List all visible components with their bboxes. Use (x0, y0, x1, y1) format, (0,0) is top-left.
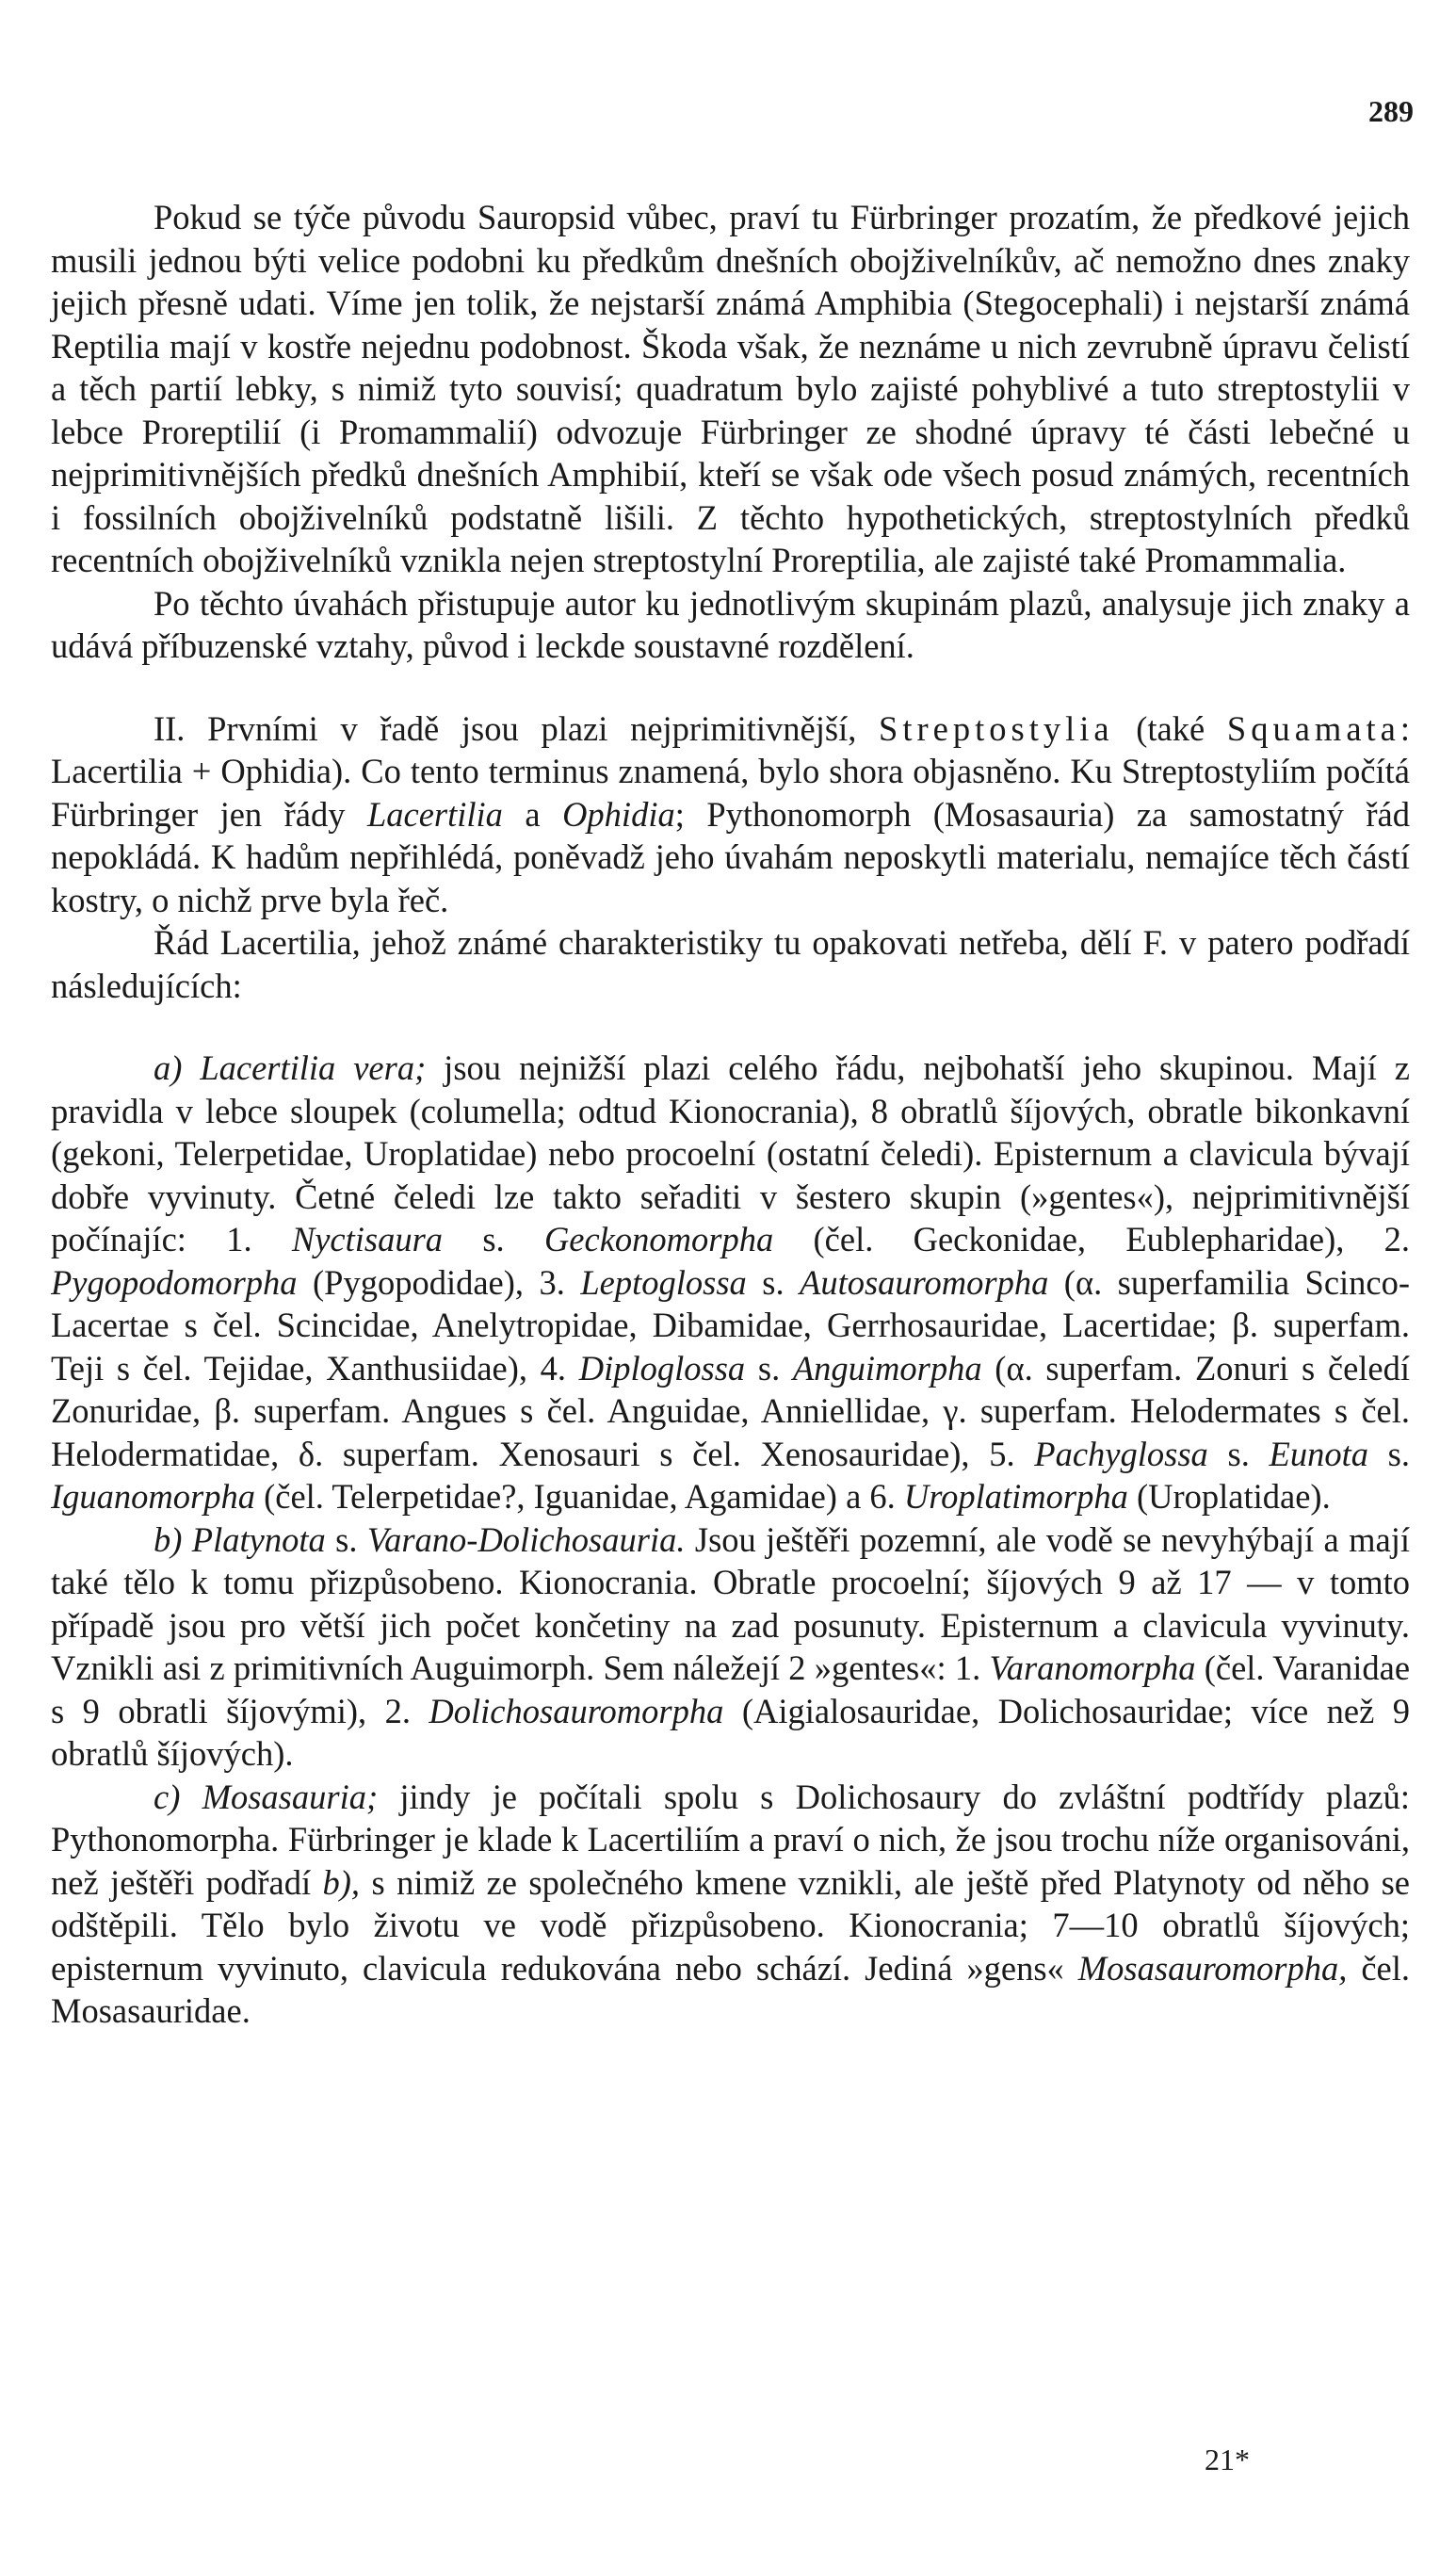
paragraph-2: Po těchto úvahách přistupuje autor ku jednotlivým skupinám plazů, analysuje jich znaky a udává příbuzenské vztahy, původ i leckde soustavné rozdělení. (51, 583, 1410, 665)
term-ophidia: Ophidia (562, 794, 675, 834)
page-number: 289 (1368, 94, 1414, 128)
gens-uroplatimorpha: Uroplatimorpha (903, 1477, 1128, 1516)
gens-iguanomorpha: Iguanomorpha (51, 1477, 255, 1516)
p5-text-1: jsou nejnižší plazi celého řádu, nejbohatší jeho skupinou. Mají z pravidla v lebce sloupek (columella; odtud Kionocrania), 8 obratlů šíjových, obratle bikonkavní (gekoni, Telerpetidae, Uroplatidae) nebo procoelní (ostatní čeledi). Episternum a clavicula bývají dobře vyvinuty. Četné čeledi lze takto seřaditi v šestero skupin (»gentes«), nejprimitivnější počínajíc: 1. (51, 1048, 1410, 1258)
p5-text-6: (čel. Telerpetidae?, Iguanidae, Agamidae) a 6. (264, 1477, 896, 1516)
p5-text-3: (Pygopodidae), 3. (313, 1262, 565, 1302)
label-c: c) Mosasauria; (154, 1777, 379, 1816)
p5-s-1: s. (482, 1220, 505, 1258)
p5-text-7: (Uroplatidae). (1136, 1477, 1331, 1516)
paragraph-5 (51, 1047, 1410, 1518)
paragraph-6 (51, 1518, 1410, 1776)
paragraph-3 (51, 707, 1410, 922)
p3-and: a (525, 794, 541, 834)
paragraph-1: Pokud se týče původu Sauropsid vůbec, praví tu Fürbringer prozatím, že předkové jejich musili jednou býti velice podobni ku předkům dnešních obojživelníkův, ač nemožno dnes znaky jejich přesně udati. Víme jen tolik, že nejstarší známá Amphibia (Stegocephali) i nejstarší známá Reptilia mají v kostře nejednu podobnost. Škoda však, že neznáme u nich zevrubně úpravu čelistí a těch partií lebky, s nimiž tyto souvisí; quadratum bylo zajisté pohyblivé a tuto streptostylii v lebce Proreptilií (i Promammalií) odvozuje Fürbringer ze shodné úpravy té části lebečné u nejprimitivnějších předků dnešních Amphibií, kteří se však ode všech posud známých, recentních i fossilních obojživelníků podstatně lišili. Z těchto hypothetických, streptostylních předků recentních obojživelníků vznikla nejen streptostylní Proreptilia, ale zajisté také Promammalia. (51, 198, 1410, 579)
p6-text-2: (čel. Varanidae s 9 obratli šíjovými), 2. (51, 1648, 1411, 1730)
p5-text-2: (čel. Geckonidae, Eublepharidae), 2. (813, 1220, 1411, 1258)
label-a: a) Lacertilia vera; (154, 1048, 427, 1087)
term-lacertilia: Lacertilia (366, 794, 503, 834)
p6-s: s. (335, 1519, 358, 1559)
gens-mosasauromorpha: Mosasauromorpha, (1077, 1948, 1348, 1988)
body-text (51, 196, 1410, 2033)
p5-text-4: (α. superfamilia Scinco-Lacertae s čel. Scincidae, Anelytropidae, Dibamidae, Gerrhosauridae, Lacertidae; β. superfam. Teji s čel. Tejidae, Xanthusiidae), 4. (51, 1262, 1411, 1388)
term-squamata: Squamata (1226, 708, 1400, 748)
signature-mark: 21* (1205, 2443, 1250, 2476)
term-streptostylia: Streptostylia (879, 708, 1114, 748)
gens-diploglossa: Diploglossa (578, 1348, 746, 1388)
term-varano-dolichosauria: Varano-Dolichosauria. (366, 1519, 686, 1559)
p6-text-1: Jsou ještěři pozemní, ale vodě se nevyhýbají a mají také tělo k tomu přizpůsobeno. Kionocrania. Obratle procoelní; šíjových 9 až 17 — v tomto případě jsou pro větší jich počet končetiny na zad posunuty. Episternum a clavicula vyvinuty. Vznikli asi z primitivních Auguimorph. Sem náležejí 2 »gentes«: 1. (51, 1519, 1411, 1687)
p6-text-3: (Aigialosauridae, Dolichosauridae; více než 9 obratlů šíjových). (51, 1691, 1411, 1773)
gens-varanomorpha: Varanomorpha (989, 1648, 1196, 1687)
gens-nyctisaura: Nyctisaura (291, 1220, 444, 1258)
p7-text-2: s nimiž ze společného kmene vznikli, ale ještě před Platynoty od něho se odštěpili. Tělo bylo životu ve vodě přizpůsobeno. Kionocrania; 7—10 obratlů šíjových; episternum vyvinuto, clavicula redukována nebo schází. Jediná »gens« (51, 1862, 1411, 1988)
gens-geckonomorpha: Geckonomorpha (543, 1220, 774, 1258)
p7-text-1: jindy je počítali spolu s Dolichosaury do zvláštní podtřídy plazů: Pythonomorpha. Fürbringer je klade k Lacertiliím a praví o nich, že jsou trochu níže organisováni, než ještěři podřadí (51, 1777, 1411, 1902)
p3-rest-2: ; Pythonomorph (Mosasauria) za samostatný řád nepokládá. K hadům nepřihlédá, poněvadž jeho úvahám neposkytli materialu, nemajíce těch částí kostry, o nichž prve byla řeč. (51, 794, 1411, 919)
p7-text-3: čel. Mosasauridae. (51, 1948, 1410, 2030)
p3-lead: II. Prvními v řadě jsou plazi nejprimitivnější, (154, 708, 857, 748)
gens-dolichosauromorpha: Dolichosauromorpha (429, 1691, 724, 1730)
p5-s-3: s. (762, 1262, 785, 1302)
paragraph-7 (51, 1776, 1410, 2033)
gens-pygopodomorpha: Pygopodomorpha (51, 1262, 298, 1302)
ref-b: b), (322, 1862, 361, 1902)
p5-s-4: s. (757, 1348, 781, 1388)
p5-s-5b: s. (1387, 1434, 1411, 1473)
gens-leptoglossa: Leptoglossa (580, 1262, 747, 1302)
label-b: b) Platynota (154, 1519, 326, 1559)
gens-eunota: Eunota (1269, 1434, 1368, 1473)
p5-s-5: s. (1227, 1434, 1250, 1473)
paragraph-4: Řád Lacertilia, jehož známé charakteristiky tu opakovati netřeba, dělí F. v patero podřadí následujících: (51, 923, 1410, 1005)
p5-text-5: (α. superfam. Zonuri s čeledí Zonuridae, β. superfam. Angues s čel. Anguidae, Anniellidae, γ. superfam. Helodermates s čel. Helodermatidae, δ. superfam. Xenosauri s čel. Xenosauridae), 5. (51, 1348, 1410, 1473)
gens-anguimorpha: Anguimorpha (792, 1348, 982, 1388)
p3-rest-1: : Lacertilia + Ophidia). Co tento terminus znamená, bylo shora objasněno. Ku Streptostyliím počítá Fürbringer jen řády (51, 708, 1411, 834)
p3-mid: (také (1136, 708, 1205, 748)
gens-pachyglossa: Pachyglossa (1034, 1434, 1208, 1473)
gens-autosauromorpha: Autosauromorpha (800, 1262, 1049, 1302)
